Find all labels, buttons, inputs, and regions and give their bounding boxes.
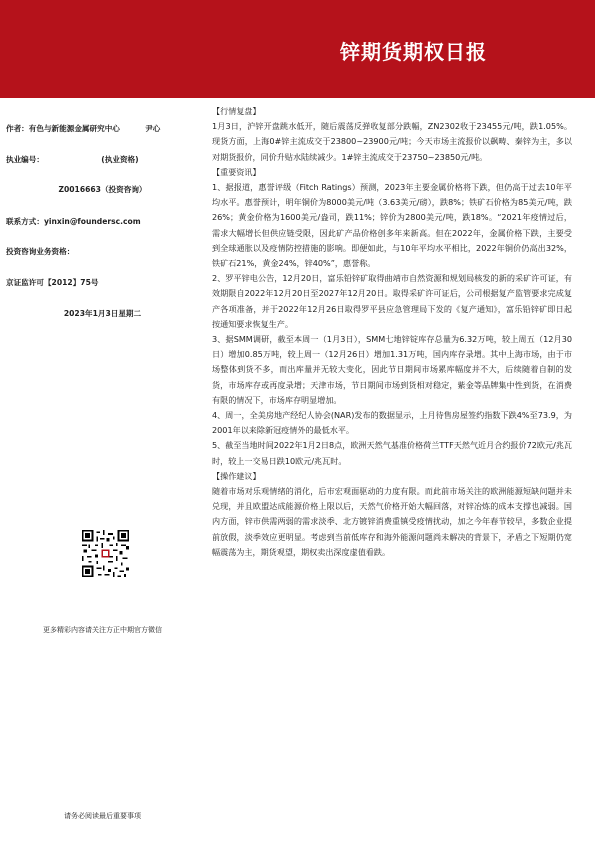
news-item-1: 1、据报道，惠誉评级（Fitch Ratings）预测，2023年主要金属价格将下跌，但仍高于过去10年平均水平。惠誉预计，明年铜价为8000美元/吨（3.63美元/磅），跌8%；铁矿石价格为85美元/吨，跌26%；黄金价格为1600美元/盎司，跌11%；锌价为2800美元/吨，跌18%。“2021年疫情过后，需求大幅增长但供应链受限，因此矿产品价格创多年来新高。但在2022年，金属价格下跌，主要受到全球通胀以及疫情防控措施的影响。即便如此，与10年平均水平相比，2022年铜价仍高出32%，铁矿石21%，黄金24%，锌40%”，惠誉称。 xyxy=(212,182,572,269)
news-item-3: 3、据SMM调研，截至本周一（1月3日），SMM七地锌锭库存总量为6.32万吨，较上周五（12月30日）增加0.85万吨，较上周一（12月26日）增加1.31万吨，国内库存录增。其中上海市场，由于市场整体到货不多，而出库量并无较大变化，因此节日期间市场累库幅度并不大，后续随着自制的发货，市场库存或再度录增；天津市场，节日期间市场到货相对稳定，紫金等品牌集中性到货，在消费有限的情况下，市场库存明显增加。 xyxy=(212,334,572,405)
report-body xyxy=(212,104,572,560)
sidebar xyxy=(0,98,205,842)
author-label: 作者：有色与新能源金属研究中心 xyxy=(6,124,120,133)
news-item-5: 5、截至当地时间2022年1月2日8点，欧洲天然气基准价格荷兰TTF天然气近月合约报价72欧元/兆瓦时，较上一交易日跌10欧元/兆瓦时。 xyxy=(212,440,573,466)
news-item-4: 4、周一，全美房地产经纪人协会(NAR)发布的数据显示，上月待售房屋签约指数下跌4%至73.9，为2001年以来除新冠疫情外的最低水平。 xyxy=(212,410,572,436)
section-heading-news: 【重要资讯】 xyxy=(212,166,261,177)
report-date: 2023年1月3日星期二 xyxy=(63,309,142,318)
report-title: 锌期货期权日报 xyxy=(340,40,487,64)
disclaimer-note: 请务必阅读最后重要事项 xyxy=(64,812,141,820)
license-label: 执业编号： xyxy=(6,155,44,164)
approval-number: 京证监许可【2012】75号 xyxy=(6,278,99,287)
report-header-band xyxy=(0,0,595,98)
author-line xyxy=(6,123,160,134)
license-line xyxy=(6,154,139,165)
news-item-2: 2、罗平锌电公告，12月20日，富乐铅锌矿取得曲靖市自然资源和规划局核发的新的采矿许可证，有效期限自2022年12月20日至2027年12月20日。取得采矿许可证后，公司根据复产监管要求完成复产各项准备，并于2022年12月26日取得罗平县应急管理局下发的《复产通知》，富乐铅锌矿即日起按通知要求恢复生产。 xyxy=(212,273,572,329)
section-heading-market-review: 【行情复盘】 xyxy=(212,106,261,116)
approval-label: 投资咨询业务资格： xyxy=(6,247,75,256)
market-review-paragraph: 1月3日，沪锌开盘跳水低开，随后震荡反弹收复部分跌幅，ZN2302收于23455元/吨，跌1.05%。现货方面，上海0#锌主流成交于23800~23900元/吨；今天市场主流报价以飙畴、秦锌为主，多以对期货报价，同价升贴水陆续减少。1#锌主流成交于23750~23850元/吨。 xyxy=(212,121,572,162)
consult-number: Z0016663（投资咨询） xyxy=(58,185,147,194)
wechat-qr-code xyxy=(82,530,129,577)
advice-paragraph: 随着市场对乐观情绪的消化，后市宏观面驱动的力度有限。而此前市场关注的欧洲能源短缺问题并未兑现，并且欧盟达成能源价格上限以后，天然气价格开始大幅回落，对锌冶炼的成本支撑也减弱。国内方面，锌市供需两弱的需求淡季、北方镀锌消费重镇受疫情扰动，加之今年春节较早，多数企业提前放假，淡季效应更明显。考虑到当前低库存和海外能源问题尚未解决的背景下，矛盾之下短期仍宽幅震荡为主，期货观望，期权卖出深度虚值看跌。 xyxy=(212,486,572,557)
qr-caption: 更多精彩内容请关注方正中期官方微信 xyxy=(43,626,162,634)
license-type: (执业资格) xyxy=(101,155,139,164)
author-name: 尹心 xyxy=(145,124,161,133)
contact-email: 联系方式：yinxin@foundersc.com xyxy=(6,217,141,226)
section-heading-advice: 【操作建议】 xyxy=(212,470,261,481)
